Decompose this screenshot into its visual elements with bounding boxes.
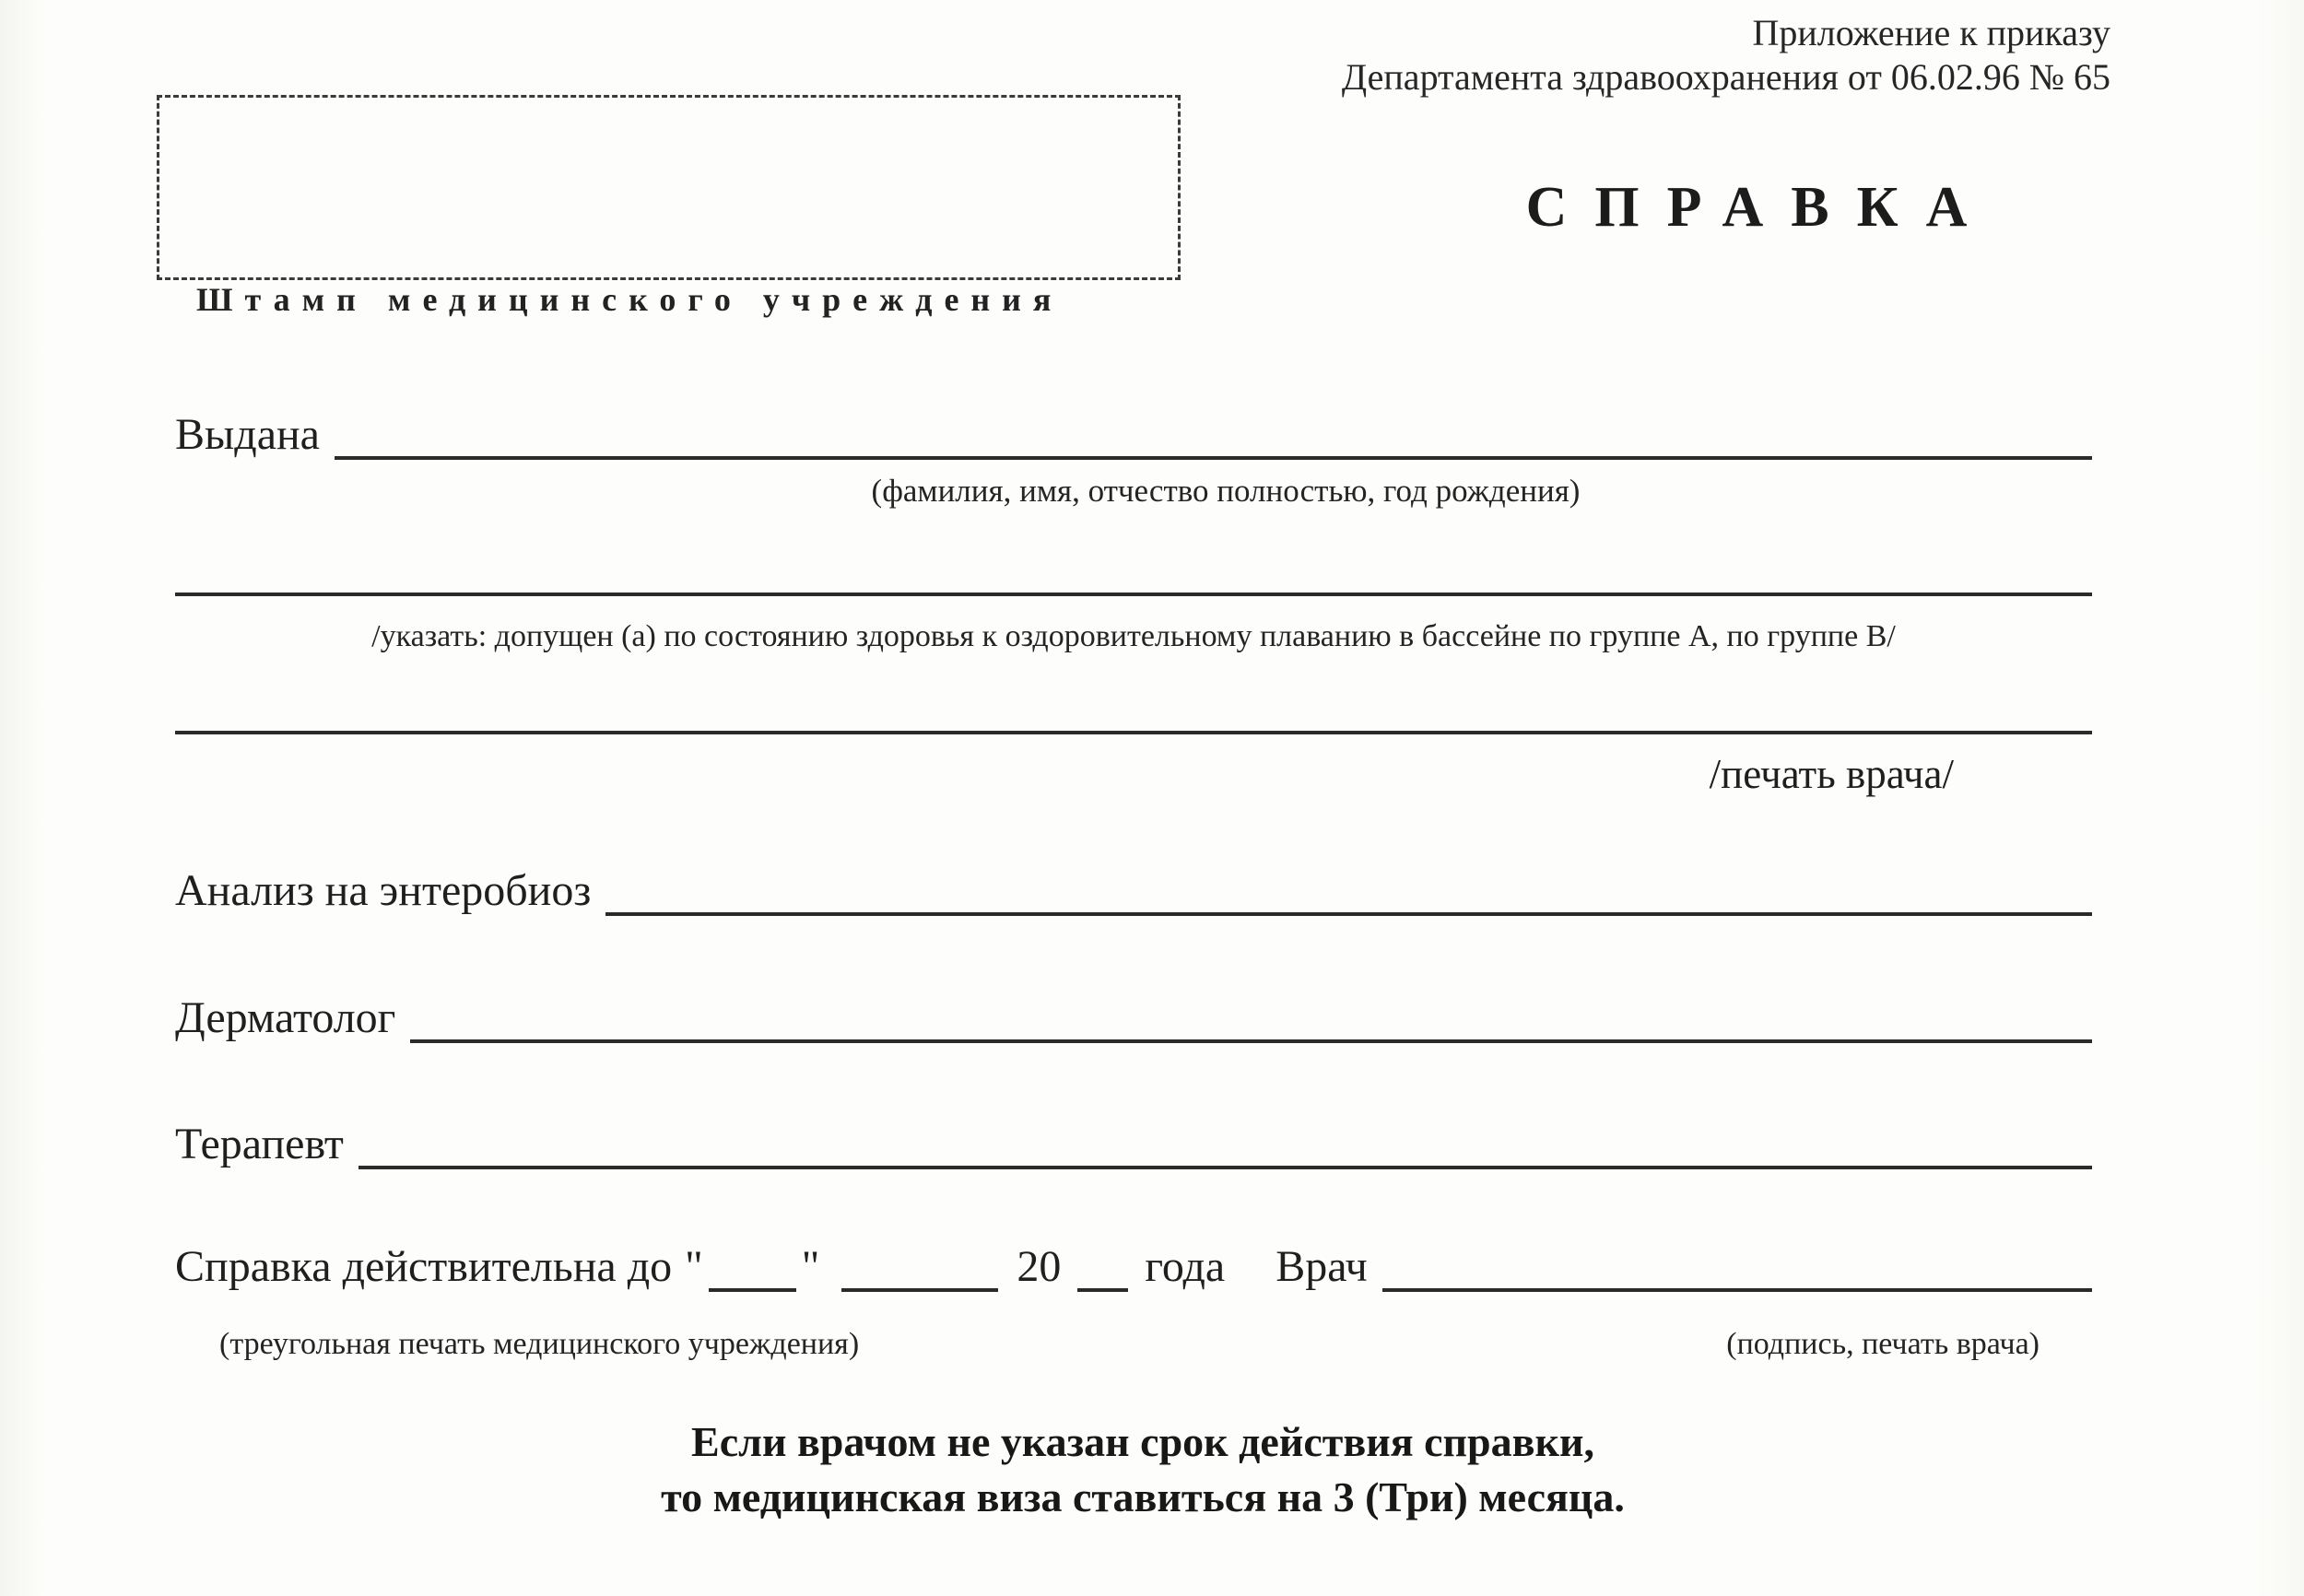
doctor-label: Врач: [1275, 1242, 1368, 1291]
doctor-signature-blank: [1382, 1283, 2092, 1292]
therapist-row: [175, 1120, 2092, 1169]
issued-to-label: Выдана: [175, 410, 320, 459]
issued-to-blank: [335, 451, 2092, 460]
order-reference: [1342, 11, 2110, 100]
therapist-blank: [359, 1160, 2092, 1169]
therapist-label: Терапевт: [175, 1120, 344, 1168]
issued-to-row: [175, 410, 2092, 460]
second-blank-line: [175, 731, 2092, 734]
issued-to-hint: (фамилия, имя, отчество полностью, год рождения): [871, 473, 1581, 509]
close-quote: ": [801, 1242, 820, 1291]
month-blank: [841, 1283, 998, 1292]
day-blank: [709, 1283, 796, 1292]
enterobiosis-label: Анализ на энтеробиоз: [175, 866, 592, 915]
validity-label: Справка действительна до: [175, 1242, 673, 1291]
enterobiosis-row: [175, 866, 2092, 916]
order-reference-line1: Приложение к приказу: [1752, 12, 2110, 53]
footer-note-line2: то медицинская виза ставиться на 3 (Три) месяца.: [661, 1473, 1625, 1520]
year-word: года: [1145, 1242, 1226, 1291]
dermatologist-label: Дерматолог: [175, 993, 396, 1042]
stamp-placeholder-box: [157, 95, 1181, 280]
year-century: 20: [1017, 1242, 1062, 1291]
doctor-seal-note: /печать врача/: [1709, 751, 1954, 797]
validity-row: [175, 1242, 2092, 1292]
year-blank: [1077, 1283, 1128, 1292]
admission-hint: /указать: допущен (а) по состоянию здоровья к оздоровительному плаванию в бассейне по группе А, по группе В/: [371, 619, 1896, 653]
triangle-seal-caption: (треугольная печать медицинского учреждения): [219, 1327, 860, 1361]
footer-note-line1: Если врачом не указан срок действия справки,: [691, 1418, 1594, 1465]
footer-note: [175, 1414, 2110, 1525]
document-title: СПРАВКА: [1525, 176, 1995, 239]
order-reference-line2: Департамента здравоохранения от 06.02.96 № 65: [1341, 56, 2110, 98]
dermatologist-blank: [410, 1034, 2092, 1043]
admission-blank-line: [175, 593, 2092, 596]
signature-caption: (подпись, печать врача): [1726, 1327, 2040, 1361]
stamp-caption: Штамп медицинского учреждения: [196, 281, 1064, 318]
dermatologist-row: [175, 993, 2092, 1043]
enterobiosis-blank: [605, 907, 2092, 916]
open-quote: ": [685, 1242, 703, 1291]
